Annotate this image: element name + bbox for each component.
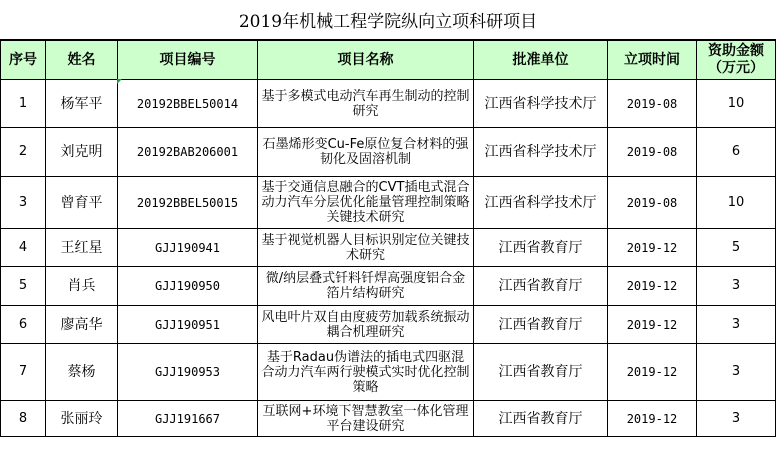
table-row bbox=[1, 80, 776, 128]
cell-date[interactable]: 2019-08 bbox=[608, 80, 697, 128]
cell-unit[interactable]: 江西省教育厅 bbox=[474, 267, 608, 306]
table-row bbox=[1, 128, 776, 177]
cell-date[interactable]: 2019-12 bbox=[608, 401, 697, 437]
cell-unit[interactable]: 江西省科学技术厅 bbox=[474, 177, 608, 229]
cell-date[interactable]: 2019-12 bbox=[608, 229, 697, 267]
table-row bbox=[1, 401, 776, 437]
cell-funding[interactable]: 10 bbox=[697, 80, 776, 128]
table-row bbox=[1, 177, 776, 229]
header-row bbox=[1, 41, 776, 80]
cell-project[interactable]: 基于交通信息融合的CVT插电式混合动力汽车分层优化能量管理控制策略关键技术研究 bbox=[258, 177, 474, 229]
cell-seq[interactable]: 1 bbox=[1, 80, 46, 128]
header-project[interactable]: 项目名称 bbox=[258, 41, 474, 80]
header-date[interactable]: 立项时间 bbox=[608, 41, 697, 80]
cell-project[interactable]: 基于视觉机器人目标识别定位关键技术研究 bbox=[258, 229, 474, 267]
cell-name[interactable]: 肖兵 bbox=[46, 267, 118, 306]
cell-name[interactable]: 刘克明 bbox=[46, 128, 118, 177]
cell-seq[interactable]: 5 bbox=[1, 267, 46, 306]
cell-name[interactable]: 蔡杨 bbox=[46, 344, 118, 401]
cell-date[interactable]: 2019-12 bbox=[608, 306, 697, 344]
cell-seq[interactable]: 4 bbox=[1, 229, 46, 267]
cell-seq[interactable]: 3 bbox=[1, 177, 46, 229]
cell-unit[interactable]: 江西省科学技术厅 bbox=[474, 80, 608, 128]
cell-unit[interactable]: 江西省教育厅 bbox=[474, 344, 608, 401]
cell-name[interactable]: 曾育平 bbox=[46, 177, 118, 229]
cell-funding[interactable]: 10 bbox=[697, 177, 776, 229]
table-row bbox=[1, 306, 776, 344]
cell-name[interactable]: 张丽玲 bbox=[46, 401, 118, 437]
cell-project[interactable]: 石墨烯形变Cu-Fe原位复合材料的强韧化及固溶机制 bbox=[258, 128, 474, 177]
cell-funding[interactable]: 6 bbox=[697, 128, 776, 177]
cell-code[interactable]: 20192BBEL50015 bbox=[118, 177, 258, 229]
cell-date[interactable]: 2019-08 bbox=[608, 177, 697, 229]
cell-unit[interactable]: 江西省教育厅 bbox=[474, 229, 608, 267]
cell-project[interactable]: 互联网+环境下智慧教室一体化管理平台建设研究 bbox=[258, 401, 474, 437]
cell-project[interactable]: 基于多模式电动汽车再生制动的控制研究 bbox=[258, 80, 474, 128]
cell-seq[interactable]: 8 bbox=[1, 401, 46, 437]
header-code[interactable]: 项目编号 bbox=[118, 41, 258, 80]
projects-table bbox=[0, 40, 776, 437]
cell-project[interactable]: 风电叶片双自由度疲劳加载系统振动耦合机理研究 bbox=[258, 306, 474, 344]
cell-seq[interactable]: 6 bbox=[1, 306, 46, 344]
cell-code[interactable]: GJJ191667 bbox=[118, 401, 258, 437]
cell-project[interactable]: 基于Radau伪谱法的插电式四驱混合动力汽车两行驶模式实时优化控制策略 bbox=[258, 344, 474, 401]
table-row bbox=[1, 229, 776, 267]
header-name[interactable]: 姓名 bbox=[46, 41, 118, 80]
cell-date[interactable]: 2019-08 bbox=[608, 128, 697, 177]
sheet-title[interactable]: 2019年机械工程学院纵向立项科研项目 bbox=[0, 0, 776, 40]
cell-funding[interactable]: 3 bbox=[697, 306, 776, 344]
header-unit[interactable]: 批准单位 bbox=[474, 41, 608, 80]
table-row bbox=[1, 344, 776, 401]
cell-name[interactable]: 廖高华 bbox=[46, 306, 118, 344]
header-seq[interactable]: 序号 bbox=[1, 41, 46, 80]
cell-funding[interactable]: 5 bbox=[697, 229, 776, 267]
cell-comment-marker bbox=[117, 79, 122, 84]
cell-seq[interactable]: 2 bbox=[1, 128, 46, 177]
cell-project[interactable]: 微/纳层叠式钎料钎焊高强度铝合金箔片结构研究 bbox=[258, 267, 474, 306]
cell-funding[interactable]: 3 bbox=[697, 267, 776, 306]
cell-code[interactable]: 20192BAB206001 bbox=[118, 128, 258, 177]
header-funding[interactable]: 资助金额（万元） bbox=[697, 41, 776, 80]
cell-date[interactable]: 2019-12 bbox=[608, 267, 697, 306]
cell-code[interactable]: GJJ190950 bbox=[118, 267, 258, 306]
cell-funding[interactable]: 3 bbox=[697, 344, 776, 401]
cell-unit[interactable]: 江西省教育厅 bbox=[474, 306, 608, 344]
cell-code[interactable]: GJJ190951 bbox=[118, 306, 258, 344]
cell-date[interactable]: 2019-12 bbox=[608, 344, 697, 401]
table-row bbox=[1, 267, 776, 306]
cell-unit[interactable]: 江西省科学技术厅 bbox=[474, 128, 608, 177]
cell-code[interactable]: 20192BBEL50014 bbox=[118, 80, 258, 128]
cell-unit[interactable]: 江西省教育厅 bbox=[474, 401, 608, 437]
cell-code[interactable]: GJJ190941 bbox=[118, 229, 258, 267]
cell-name[interactable]: 王红星 bbox=[46, 229, 118, 267]
cell-seq[interactable]: 7 bbox=[1, 344, 46, 401]
cell-name[interactable]: 杨军平 bbox=[46, 80, 118, 128]
cell-funding[interactable]: 3 bbox=[697, 401, 776, 437]
cell-code[interactable]: GJJ190953 bbox=[118, 344, 258, 401]
